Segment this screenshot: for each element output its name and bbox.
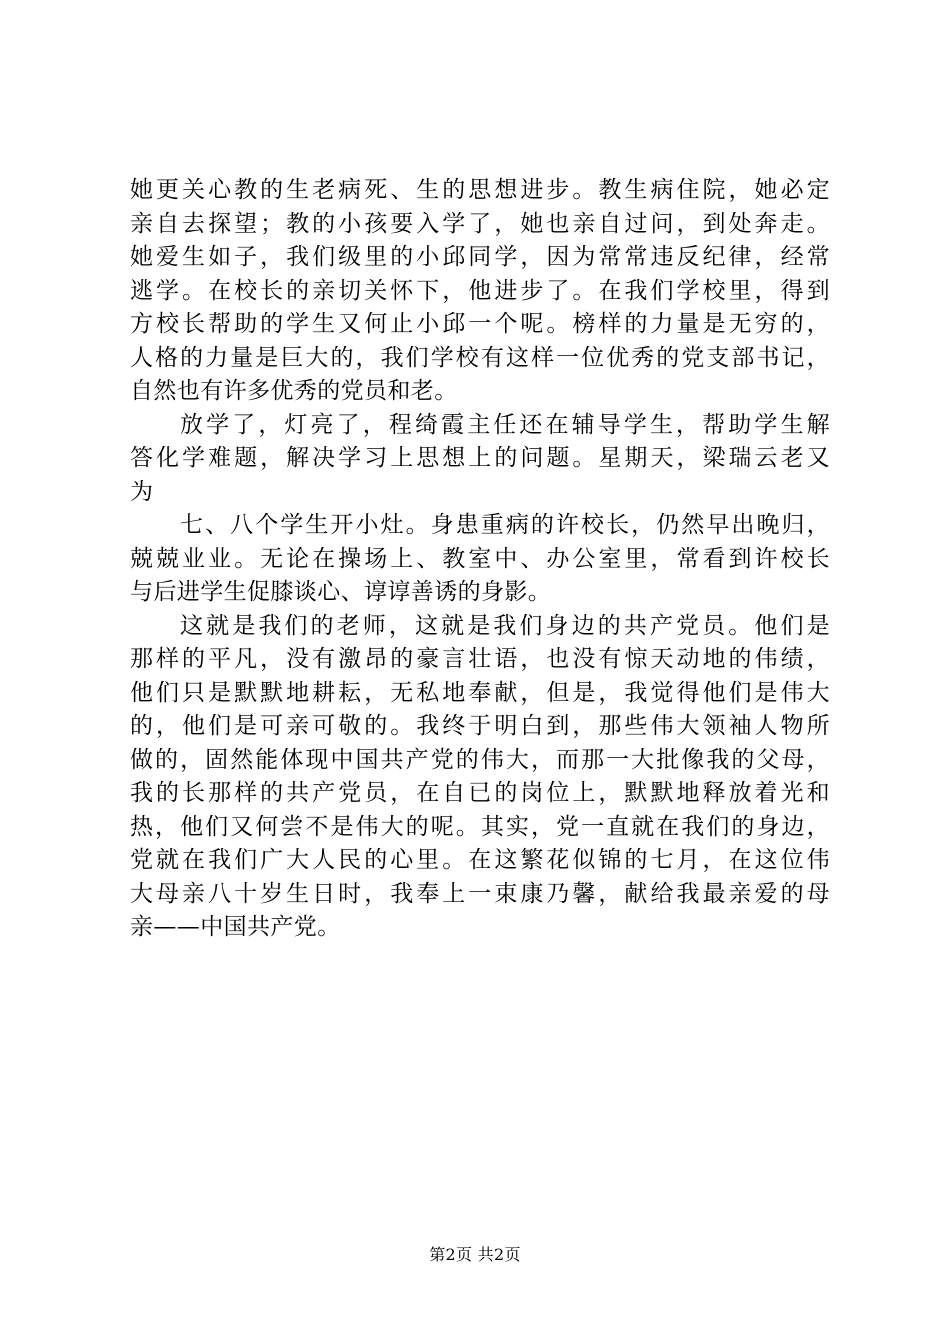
document-body: [130, 174, 830, 945]
text-line: 人格的力量是巨大的，我们学校有这样一位优秀的党支部书记，: [130, 344, 830, 371]
text-line: 自然也有许多优秀的党员和老。: [130, 378, 458, 404]
text-line: 方校长帮助的学生又何止小邱一个呢。榜样的力量是无穷的，: [130, 311, 830, 337]
text-line: 这就是我们的老师，这就是我们身边的共产党员。他们是: [180, 612, 830, 639]
text-line: 为: [130, 478, 154, 505]
text-line: 做的，固然能体现中国共产党的伟大，而那一大批像我的父母，: [130, 746, 830, 773]
text-line: 的，他们是可亲可敬的。我终于明白到，那些伟大领袖人物所: [130, 713, 830, 739]
text-line: 她爱生如子，我们级里的小邱同学，因为常常违反纪律，经常: [130, 244, 830, 270]
text-line: 党就在我们广大人民的心里。在这繁花似锦的七月，在这位伟: [130, 847, 830, 873]
text-line: 亲——中国共产党。: [130, 914, 341, 940]
text-line: 放学了，灯亮了，程绮霞主任还在辅导学生，帮助学生解: [180, 411, 830, 438]
text-line: 与后进学生促膝谈心、谆谆善诱的身影。: [130, 579, 552, 605]
text-line: 他们只是默默地耕耘，无私地奉献，但是，我觉得他们是伟大: [130, 679, 830, 706]
page-footer: 第2页 共2页: [429, 1245, 521, 1264]
text-line: 亲自去探望；教的小孩要入学了，她也亲自过问，到处奔走。: [130, 210, 830, 237]
text-line: 七、八个学生开小灶。身患重病的许校长，仍然早出晚归，: [180, 512, 830, 538]
text-line: 大母亲八十岁生日时，我奉上一束康乃馨，献给我最亲爱的母: [130, 880, 830, 907]
text-line: 答化学难题，解决学习上思想上的问题。星期天，梁瑞云老又: [130, 445, 830, 471]
text-line: 热，他们又何尝不是伟大的呢。其实，党一直就在我们的身边，: [130, 813, 830, 840]
text-line: 逃学。在校长的亲切关怀下，他进步了。在我们学校里，得到: [130, 277, 830, 304]
text-line: 那样的平凡，没有激昂的豪言壮语，也没有惊天动地的伟绩，: [130, 646, 830, 672]
text-line: 兢兢业业。无论在操场上、教室中、办公室里，常看到许校长: [130, 545, 830, 572]
text-line: 我的长那样的共产党员，在自已的岗位上，默默地释放着光和: [130, 780, 830, 806]
text-line: 她更关心教的生老病死、生的思想进步。教生病住院，她必定: [130, 177, 830, 203]
